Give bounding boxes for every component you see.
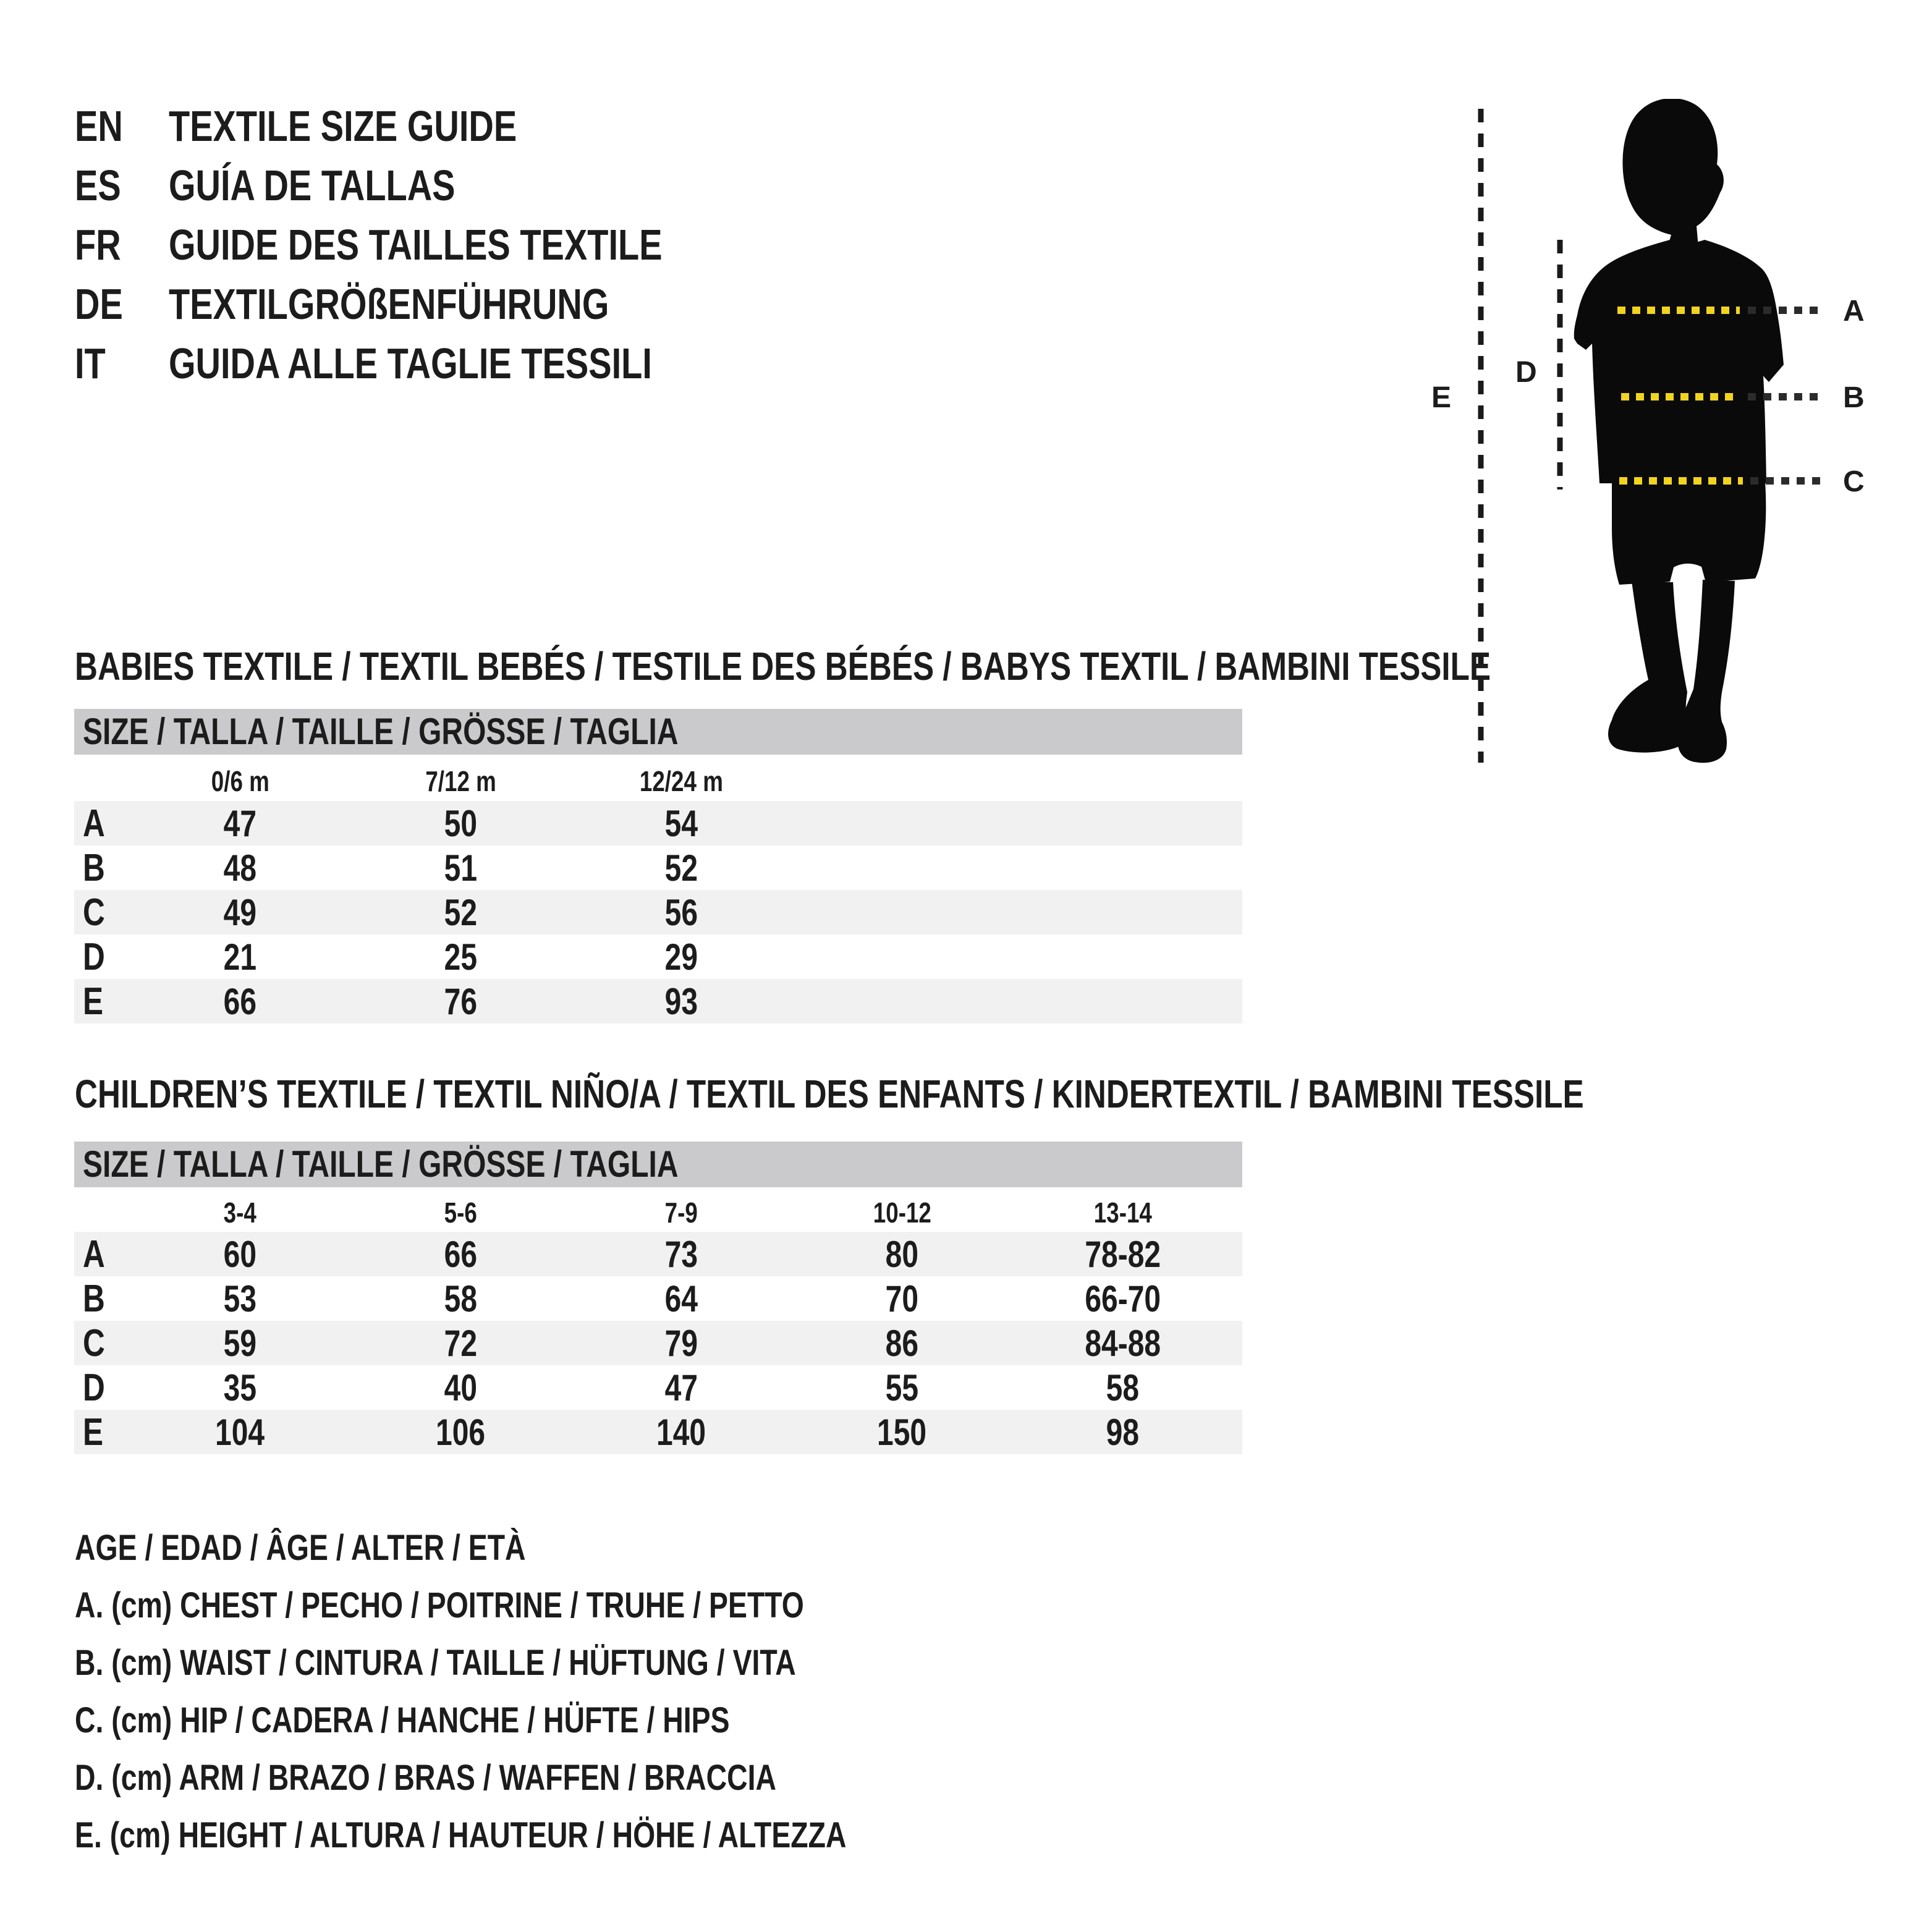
legend-height: E. (cm) HEIGHT / ALTURA / HAUTEUR / HÖHE / ALTEZZA	[75, 1815, 847, 1855]
babies-size-header-bar: SIZE / TALLA / TAILLE / GRÖSSE / TAGLIA	[74, 709, 1242, 755]
guide-title-it: GUIDA ALLE TAGLIE TESSILI	[169, 339, 652, 388]
language-row-de	[75, 274, 786, 334]
children-col-3-4: 3-4	[223, 1197, 257, 1229]
babies-column-headers	[74, 761, 1242, 801]
table-row: E 66 76 93	[74, 979, 1242, 1023]
language-code: DE	[75, 280, 123, 328]
table-row: E 104 106 140 150 98	[74, 1410, 1242, 1454]
table-row: B 53 58 64 70 66-70	[83, 1277, 1161, 1320]
children-col-13-14: 13-14	[1093, 1197, 1152, 1229]
label-d: D	[1515, 356, 1537, 389]
label-e: E	[1431, 381, 1452, 414]
child-shorts-silhouette	[1612, 482, 1766, 585]
measurement-legend	[75, 1519, 1040, 1864]
children-section-heading: CHILDREN’S TEXTILE / TEXTIL NIÑO/A / TEXTIL DES ENFANTS / KINDERTEXTIL / BAMBINI TESSILE	[75, 1072, 1584, 1116]
language-row-en	[75, 96, 786, 156]
babies-size-table	[74, 801, 1242, 1023]
legend-arm: D. (cm) ARM / BRAZO / BRAS / WAFFEN / BRACCIA	[75, 1758, 777, 1798]
children-size-table	[74, 1232, 1242, 1454]
table-row: A 60 66 73 80 78-82	[74, 1232, 1242, 1276]
children-column-headers	[74, 1193, 1242, 1232]
children-col-10-12: 10-12	[873, 1197, 931, 1229]
language-code: ES	[75, 161, 121, 210]
label-a: A	[1843, 295, 1865, 328]
table-row: D 21 25 29	[83, 935, 698, 978]
babies-col-7-12m: 7/12 m	[425, 765, 496, 797]
label-c: C	[1843, 465, 1865, 498]
table-row: B 48 51 52	[83, 846, 698, 889]
table-row: C 59 72 79 86 84-88	[74, 1321, 1242, 1365]
legend-chest: A. (cm) CHEST / PECHO / POITRINE / TRUHE / PETTO	[75, 1585, 804, 1625]
child-body-silhouette	[1574, 240, 1784, 483]
legend-age: AGE / EDAD / ÂGE / ALTER / ETÀ	[75, 1528, 526, 1568]
table-row: A 47 50 54	[74, 801, 1242, 845]
guide-title-en: TEXTILE SIZE GUIDE	[169, 102, 517, 150]
language-row-it	[75, 334, 786, 393]
children-size-header-bar: SIZE / TALLA / TAILLE / GRÖSSE / TAGLIA	[74, 1142, 1242, 1187]
babies-section-heading: BABIES TEXTILE / TEXTIL BEBÉS / TESTILE DES BÉBÉS / BABYS TEXTIL / BAMBINI TESSILE	[75, 644, 1491, 688]
language-title-block	[75, 96, 786, 393]
legend-waist: B. (cm) WAIST / CINTURA / TAILLE / HÜFTUNG / VITA	[75, 1643, 796, 1683]
legend-hip: C. (cm) HIP / CADERA / HANCHE / HÜFTE / HIPS	[75, 1700, 730, 1740]
language-code: EN	[75, 102, 123, 150]
guide-title-es: GUÍA DE TALLAS	[169, 161, 455, 210]
babies-col-12-24m: 12/24 m	[639, 765, 724, 797]
babies-col-0-6m: 0/6 m	[211, 765, 269, 797]
language-row-es	[75, 156, 786, 215]
children-col-7-9: 7-9	[664, 1197, 698, 1229]
label-b: B	[1843, 381, 1865, 414]
language-code: IT	[75, 339, 106, 388]
guide-title-de: TEXTILGRÖßENFÜHRUNG	[169, 280, 609, 328]
child-head-silhouette	[1622, 99, 1723, 247]
language-row-fr	[75, 215, 786, 274]
guide-title-fr: GUIDE DES TAILLES TEXTILE	[169, 221, 663, 269]
table-row: C 49 52 56	[74, 890, 1242, 934]
table-row: D 35 40 47 55 58	[83, 1366, 1140, 1409]
language-code: FR	[75, 221, 121, 269]
children-col-5-6: 5-6	[444, 1197, 478, 1229]
